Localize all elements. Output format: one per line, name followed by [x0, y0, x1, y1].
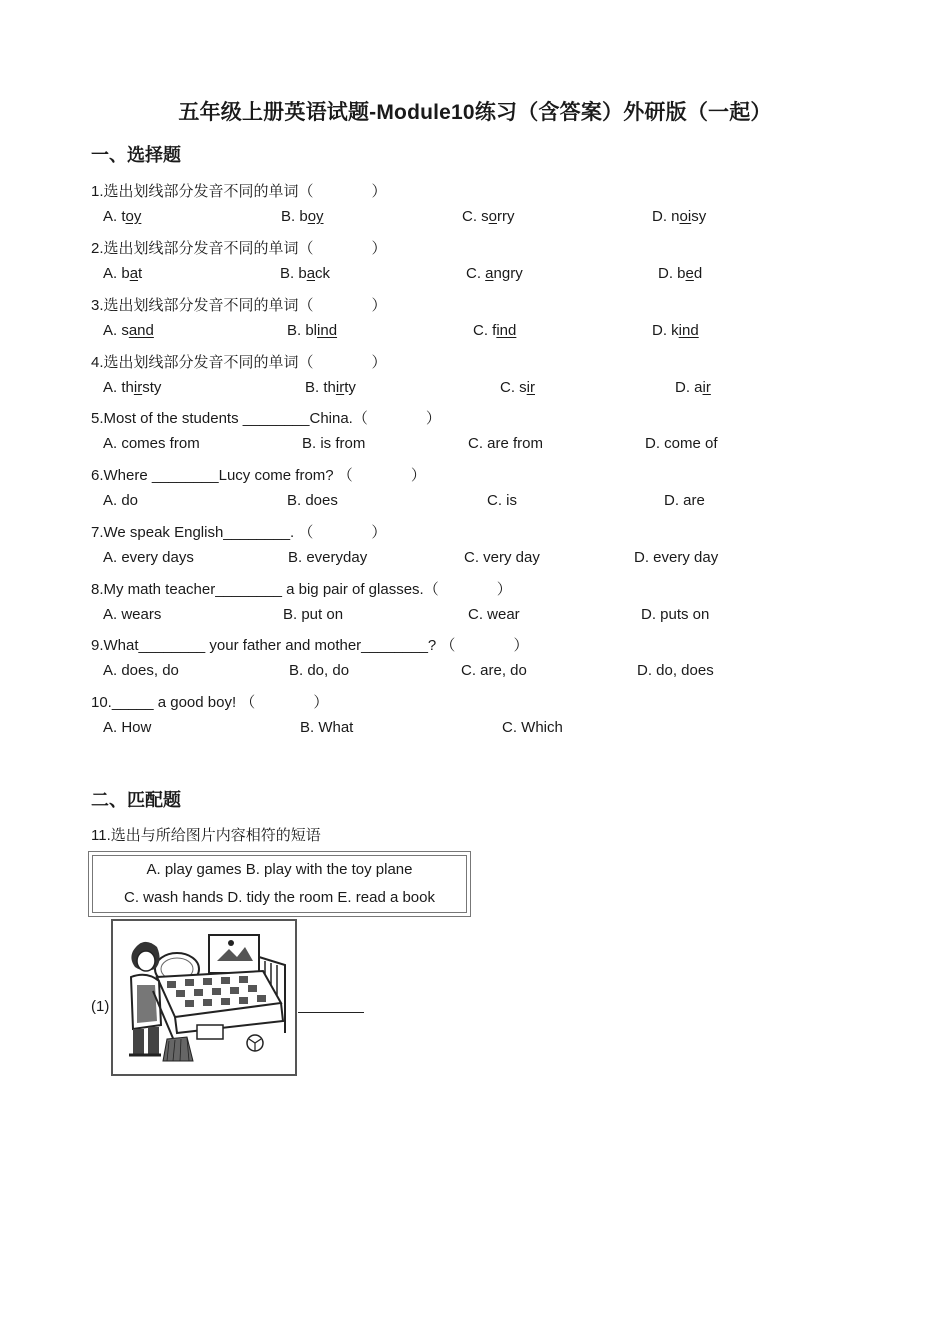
answer-option[interactable]: D. air: [675, 379, 711, 396]
answer-option[interactable]: B. does: [287, 492, 338, 509]
question-stem: 2.选出划线部分发音不同的单词（ ）: [91, 240, 387, 257]
answer-option[interactable]: D. are: [664, 492, 705, 509]
underlined-letters: ir: [526, 379, 535, 396]
answer-option[interactable]: B. do, do: [289, 662, 350, 679]
phrase-box-line: A. play games B. play with the toy plane: [146, 861, 413, 878]
question-stem: 3.选出划线部分发音不同的单词（ ）: [91, 297, 387, 314]
answer-option[interactable]: B. blind: [287, 322, 338, 339]
question-stem: 10._____ a good boy! （ ）: [91, 694, 329, 711]
answer-option[interactable]: D. noisy: [652, 208, 707, 225]
underlined-letters: a: [306, 265, 316, 282]
answer-option[interactable]: B. is from: [302, 435, 366, 452]
answer-option[interactable]: C. angry: [466, 265, 523, 282]
answer-option[interactable]: D. kind: [652, 322, 699, 339]
answer-option[interactable]: C. are from: [468, 435, 544, 452]
question-stem: 7.We speak English________. （ ）: [91, 524, 387, 541]
underlined-letters: ir: [702, 379, 711, 396]
phrase-box-line: C. wash hands D. tidy the room E. read a book: [124, 889, 435, 906]
underlined-letters: ind: [496, 322, 517, 339]
answer-option[interactable]: D. puts on: [641, 606, 710, 623]
underlined-letters: o: [488, 208, 498, 225]
question-stem: 9.What________ your father and mother________? （ ）: [91, 637, 529, 654]
question-stem: 6.Where ________Lucy come from? （ ）: [91, 467, 426, 484]
item-label: (1): [91, 998, 110, 1015]
answer-option[interactable]: B. thirty: [305, 379, 356, 396]
answer-option[interactable]: A. bat: [103, 265, 143, 282]
option-row: [103, 208, 843, 228]
answer-option[interactable]: B. What: [300, 719, 354, 736]
option-row: [103, 265, 843, 285]
underlined-letters: a: [129, 265, 139, 282]
question-stem: 8.My math teacher________ a big pair of glasses.（ ）: [91, 581, 512, 598]
page-title: 五年级上册英语试题-Module10练习（含答案）外研版（一起）: [178, 101, 772, 124]
answer-option[interactable]: B. boy: [281, 208, 324, 225]
answer-option[interactable]: A. sand: [103, 322, 154, 339]
girl-sweeping-image: [113, 921, 295, 1074]
question-stem: 1.选出划线部分发音不同的单词（ ）: [91, 183, 387, 200]
answer-option[interactable]: C. Which: [502, 719, 563, 736]
answer-option[interactable]: A. thirsty: [103, 379, 162, 396]
answer-option[interactable]: A. comes from: [103, 435, 200, 452]
option-row: [103, 549, 843, 569]
answer-option[interactable]: C. sir: [500, 379, 535, 396]
answer-option[interactable]: D. do, does: [637, 662, 714, 679]
answer-blank[interactable]: [298, 1012, 364, 1013]
answer-option[interactable]: B. everyday: [288, 549, 368, 566]
question-stem: 5.Most of the students ________China.（ ）: [91, 410, 441, 427]
underlined-letters: oi: [679, 208, 692, 225]
option-row: [103, 662, 843, 682]
answer-option[interactable]: C. wear: [468, 606, 520, 623]
answer-option[interactable]: C. sorry: [462, 208, 515, 225]
answer-option[interactable]: C. find: [473, 322, 517, 339]
option-row: [103, 492, 843, 512]
answer-option[interactable]: D. bed: [658, 265, 703, 282]
answer-option[interactable]: C. is: [487, 492, 517, 509]
underlined-letters: oy: [125, 208, 142, 225]
option-row: [103, 606, 843, 626]
answer-option[interactable]: C. very day: [464, 549, 540, 566]
answer-option[interactable]: B. put on: [283, 606, 344, 623]
answer-option[interactable]: A. wears: [103, 606, 162, 623]
answer-option[interactable]: A. toy: [103, 208, 142, 225]
illustration-girl-sweeping: [111, 919, 297, 1076]
underlined-letters: ind: [678, 322, 699, 339]
underlined-letters: ir: [335, 379, 345, 396]
question-stem: 4.选出划线部分发音不同的单词（ ）: [91, 354, 387, 371]
underlined-letters: oy: [307, 208, 324, 225]
section-heading-choice: 一、选择题: [91, 145, 181, 165]
answer-option[interactable]: A. How: [103, 719, 152, 736]
underlined-letters: e: [685, 265, 694, 282]
underlined-letters: a: [485, 265, 494, 282]
section-heading-matching: 二、匹配题: [91, 790, 181, 810]
underlined-letters: ir: [133, 379, 143, 396]
question-stem: 11.选出与所给图片内容相符的短语: [91, 827, 321, 844]
option-row: [103, 379, 843, 399]
option-row: [103, 322, 843, 342]
answer-option[interactable]: A. does, do: [103, 662, 179, 679]
answer-option[interactable]: A. do: [103, 492, 139, 509]
answer-option[interactable]: B. back: [280, 265, 331, 282]
answer-option[interactable]: D. come of: [645, 435, 718, 452]
phrase-box: [88, 851, 471, 917]
answer-option[interactable]: C. are, do: [461, 662, 527, 679]
underlined-letters: ind: [317, 322, 338, 339]
option-row: [103, 719, 843, 739]
answer-option[interactable]: D. every day: [634, 549, 719, 566]
underlined-letters: and: [128, 322, 154, 339]
option-row: [103, 435, 843, 455]
answer-option[interactable]: A. every days: [103, 549, 194, 566]
